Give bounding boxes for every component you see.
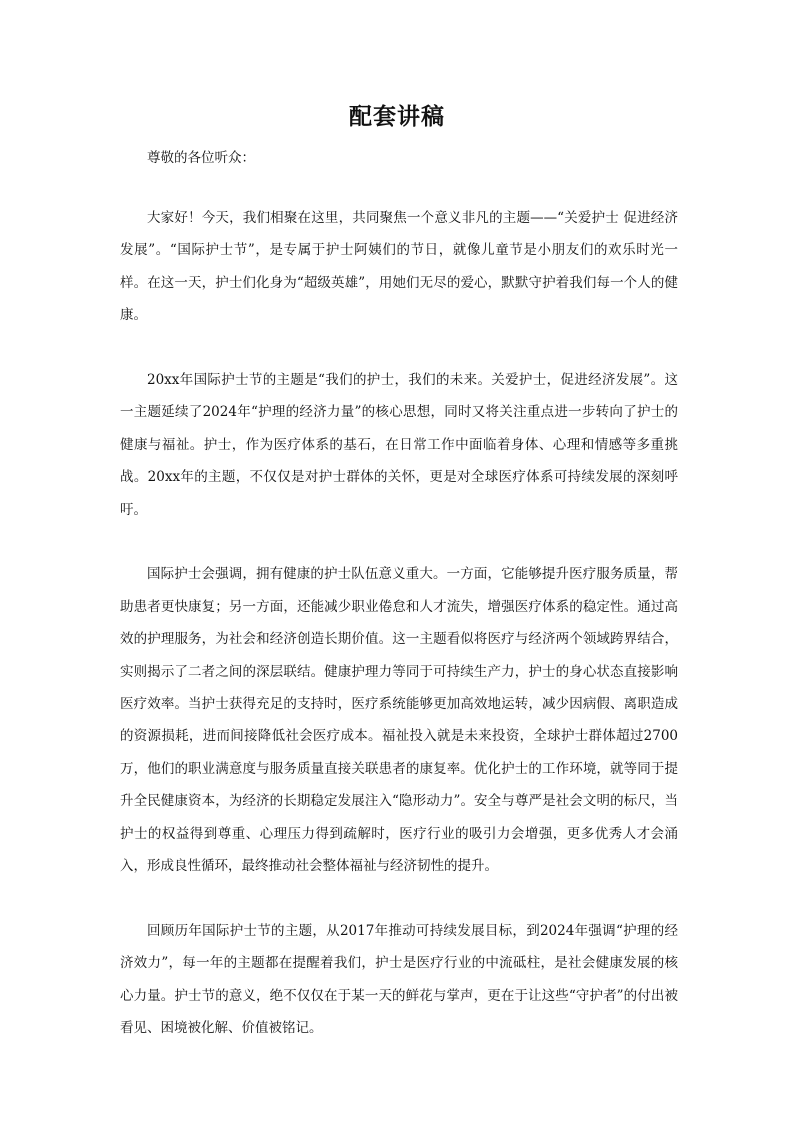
greeting: 尊敬的各位听众： xyxy=(147,150,255,166)
document-title: 配套讲稿 xyxy=(349,103,445,130)
paragraph-3: 国际护士会强调，拥有健康的护士队伍意义重大。一方面，它能够提升医疗服务质量，帮助患者更快康复；另一方面，还能减少职业倦怠和人才流失，增强医疗体系的稳定性。通过高效的护理服务，为社会和经济创造长期价值。这一主题看似将医疗与经济两个领域跨界结合，实则揭示了二者之间的深层联结。健康护理力等同于可持续生产力，护士的身心状态直接影响医疗效率。当护士获得充足的支持时，医疗系统能够更加高效地运转，减少因病假、离职造成的资源损耗，进而间接降低社会医疗成本。福祉投入就是未来投资，全球护士群体超过2700万，他们的职业满意度与服务质量直接关联患者的康复率。优化护士的工作环境，就等同于提升全民健康资本，为经济的长期稳定发展注入“隐形动力”。安全与尊严是社会文明的标尺，当护士的权益得到尊重、心理压力得到疏解时，医疗行业的吸引力会增强，更多优秀人才会涌入，形成良性循环，最终推动社会整体福祉与经济韧性的提升。 xyxy=(120,566,678,875)
paragraph-1: 大家好！今天，我们相聚在这里，共同聚焦一个意义非凡的主题——“关爱护士 促进经济发展”。“国际护士节”，是专属于护士阿姨们的节日，就像儿童节是小朋友们的欢乐时光一样。在这一天，护士们化身为“超级英雄”，用她们无尽的爱心，默默守护着我们每一个人的健康。 xyxy=(120,210,678,324)
document-body xyxy=(120,202,678,1077)
paragraph-4: 回顾历年国际护士节的主题，从2017年推动可持续发展目标，到2024年强调“护理的经济效力”，每一年的主题都在提醒着我们，护士是医疗行业的中流砥柱，是社会健康发展的核心力量。护士节的意义，绝不仅仅在于某一天的鲜花与掌声，更在于让这些“守护者”的付出被看见、困境被化解、价值被铭记。 xyxy=(120,922,678,1037)
paragraph-2: 20xx年国际护士节的主题是“我们的护士，我们的未来。关爱护士，促进经济发展”。这一主题延续了2024年“护理的经济力量”的核心思想，同时又将关注重点进一步转向了护士的健康与福祉。护士，作为医疗体系的基石，在日常工作中面临着身体、心理和情感等多重挑战。20xx年的主题，不仅仅是对护士群体的关怀，更是对全球医疗体系可持续发展的深刻呼吁。 xyxy=(120,372,678,518)
